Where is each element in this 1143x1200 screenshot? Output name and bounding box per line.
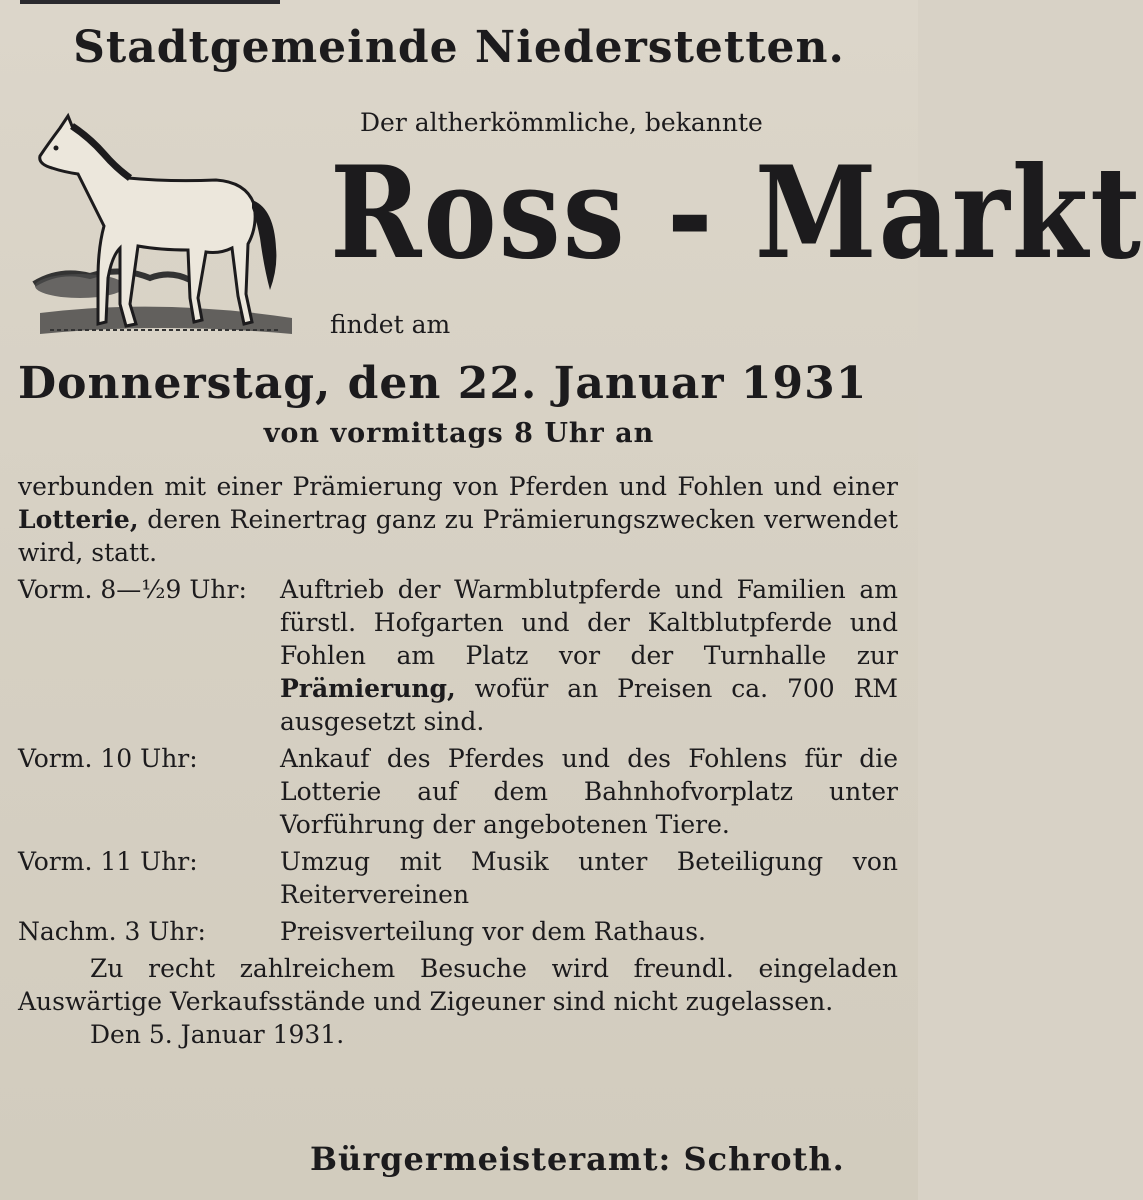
schedule-time: Nachm. 3 Uhr:	[18, 917, 206, 946]
description-part-2: deren Reinertrag ganz zu Prämierungszwecken verwendet wird, statt.	[18, 505, 898, 567]
praemierung-word: Prämierung,	[280, 674, 456, 703]
findet-am-text: findet am	[330, 310, 451, 339]
horse-illustration	[20, 108, 300, 348]
event-date: Donnerstag, den 22. Januar 1931	[18, 358, 868, 409]
schedule-item	[18, 915, 898, 948]
schedule-item	[18, 742, 898, 841]
schedule-text: Preisverteilung vor dem Rathaus.	[280, 917, 707, 946]
schedule-text	[280, 573, 898, 738]
schedule-time: Vorm. 11 Uhr:	[18, 847, 198, 876]
closing-paragraph: Zu recht zahlreichem Besuche wird freundl. eingeladen Auswärtige Verkaufsstände und Zigeuner sind nicht zugelassen.	[18, 954, 898, 1016]
schedule-text-b: wofür an Preisen ca. 700 RM ausgesetzt sind.	[280, 674, 898, 736]
schedule-item	[18, 845, 898, 911]
event-time: von vormittags 8 Uhr an	[263, 418, 655, 449]
intro-subline: Der altherkömmliche, bekannte	[360, 108, 763, 137]
notice-date: Den 5. Januar 1931.	[90, 1020, 345, 1049]
description-paragraph	[18, 470, 898, 569]
schedule-time: Vorm. 8—½9 Uhr:	[18, 575, 247, 604]
schedule-time: Vorm. 10 Uhr:	[18, 744, 198, 773]
notice-body	[18, 470, 898, 1051]
description-part-1: verbunden mit einer Prämierung von Pferden und Fohlen und einer	[18, 472, 898, 501]
signature: Bürgermeisteramt: Schroth.	[310, 1140, 845, 1178]
schedule-text-a: Auftrieb der Warmblutpferde und Familien am fürstl. Hofgarten und der Kaltblutpferde und Fohlen am Platz vor der Turnhalle zur	[280, 575, 898, 670]
schedule-text: Ankauf des Pferdes und des Fohlens für die Lotterie auf dem Bahnhofvorplatz unter Vorführung der angebotenen Tiere.	[280, 744, 898, 839]
lottery-word: Lotterie,	[18, 505, 139, 534]
schedule-text: Umzug mit Musik unter Beteiligung von Reitervereinen	[280, 847, 898, 909]
event-title: Ross - Markt	[330, 138, 1143, 287]
municipality-heading: Stadtgemeinde Niederstetten.	[73, 22, 845, 73]
top-rule	[20, 0, 280, 4]
schedule-item	[18, 573, 898, 738]
